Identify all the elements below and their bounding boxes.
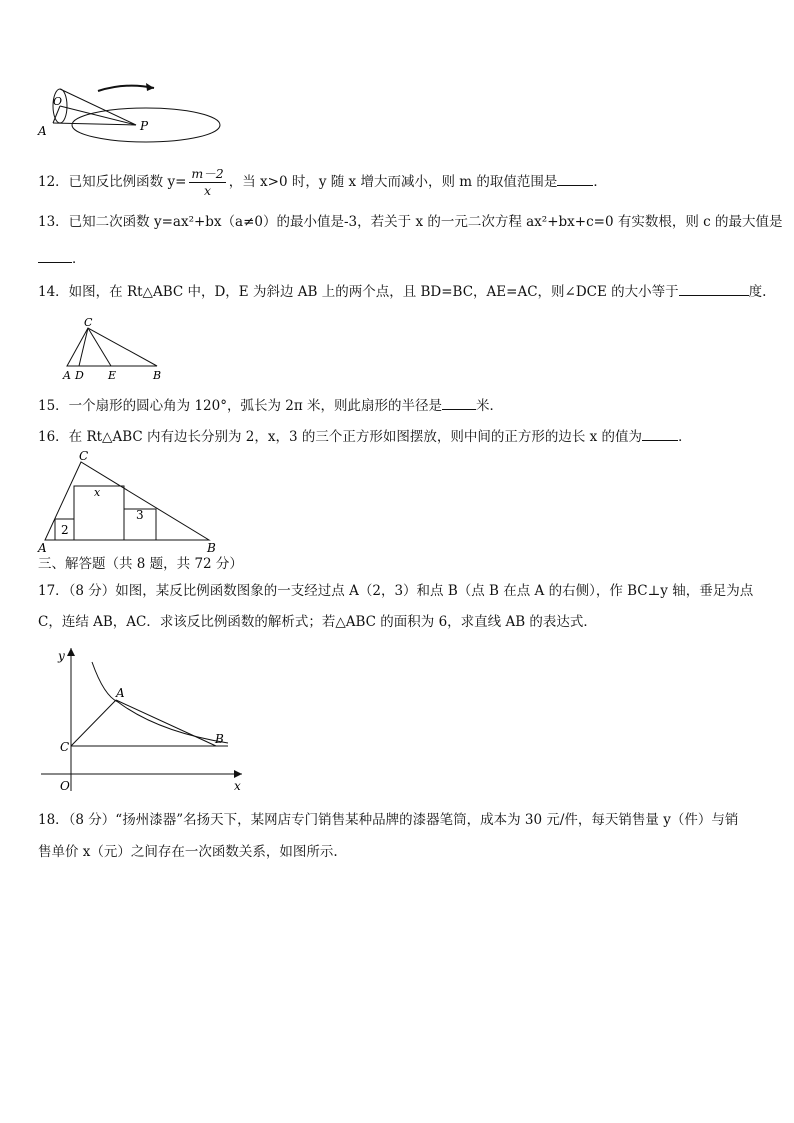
q12-fraction: $\frac{m-2}{x}$	[191, 166, 224, 198]
q12-post: ，当 x>0 时，y 随 x 增大而减小，则 m 的取值范围是	[228, 174, 558, 190]
coordinate-figure-17	[38, 642, 250, 794]
question-13	[38, 213, 782, 231]
hyperbola-curve	[92, 662, 228, 743]
svg-text:E: E	[108, 369, 117, 382]
svg-text:B: B	[153, 369, 162, 382]
svg-text:D: D	[75, 369, 84, 382]
triangle-figure-14	[60, 316, 170, 382]
svg-text:B: B	[207, 541, 216, 555]
question-18-line1: 18．（8 分）“扬州漆器”名扬天下，某网店专门销售某种品牌的漆器笔筒，成本为 30 元/件，每天销售量 y（件）与销	[38, 812, 739, 828]
svg-text:C: C	[84, 316, 93, 329]
squares-in-triangle-figure	[36, 448, 220, 556]
label-P: P	[140, 119, 149, 133]
svg-text:x: x	[234, 779, 241, 793]
q15-answer-blank	[442, 395, 476, 410]
q13-answer-blank	[38, 248, 72, 263]
question-14: 14．如图，在 Rt△ABC 中，D，E 为斜边 AB 上的两个点，且 BD=BC，AE=AC，则∠DCE 的大小等于 度.	[38, 281, 766, 301]
q14-answer-blank	[679, 281, 749, 296]
question-17-line1: 17．（8 分）如图，某反比例函数图象的一支经过点 A（2，3）和点 B（点 B 在点 A 的右侧），作 BC⊥y 轴，垂足为点	[38, 583, 754, 599]
label-O: O	[53, 95, 63, 108]
svg-text:B: B	[215, 732, 224, 746]
svg-text:C: C	[60, 740, 70, 754]
svg-text:O: O	[60, 779, 70, 793]
svg-text:A: A	[38, 541, 47, 555]
q15-text: 15．一个扇形的圆心角为 120°，弧长为 2π 米，则此扇形的半径是	[38, 398, 443, 414]
svg-text:A: A	[116, 686, 125, 700]
svg-text:C: C	[79, 449, 89, 463]
q14-text: 14．如图，在 Rt△ABC 中，D，E 为斜边 AB 上的两个点，且 BD=BC，AE=AC，则∠DCE 的大小等于	[38, 284, 679, 300]
rotation-arrow	[98, 86, 154, 91]
q12-answer-blank	[557, 171, 593, 186]
svg-text:2: 2	[61, 523, 69, 537]
q16-text: 16．在 Rt△ABC 内有边长分别为 2，x，3 的三个正方形如图摆放，则中间的正方形的边长 x 的值为	[38, 429, 643, 445]
question-12: 12．已知反比例函数 y= $\frac{m-2}{x}$ ，当 x>0 时，y 随 x 增大而减小，则 m 的取值范围是 ．	[38, 166, 607, 198]
label-A: A	[38, 124, 47, 138]
question-18-line2: 售单价 x（元）之间存在一次函数关系，如图所示.	[38, 844, 338, 860]
section-3-heading: 三、解答题（共 8 题，共 72 分）	[38, 556, 243, 572]
q13-text: 13．已知二次函数 y=ax²+bx（a≠0）的最小值是-3，若关于 x 的一元二次方程 ax²+bx+c=0 有实数根，则 c 的最大值是	[38, 214, 783, 230]
question-16: 16．在 Rt△ABC 内有边长分别为 2，x，3 的三个正方形如图摆放，则中间的正方形的边长 x 的值为 ．	[38, 426, 692, 446]
svg-text:y: y	[58, 649, 65, 663]
question-15: 15．一个扇形的圆心角为 120°，弧长为 2π 米，则此扇形的半径是 米．	[38, 395, 503, 415]
q12-pre: 12．已知反比例函数 y=	[38, 174, 187, 190]
question-13-cont: ．	[38, 248, 86, 268]
cone-figure	[36, 78, 226, 144]
q16-answer-blank	[642, 426, 678, 441]
svg-text:x: x	[94, 486, 101, 499]
svg-text:3: 3	[136, 508, 144, 522]
svg-text:A: A	[63, 369, 71, 382]
question-17-line2: C，连结 AB，AC．求该反比例函数的解析式；若△ABC 的面积为 6，求直线 AB 的表达式．	[38, 614, 597, 630]
